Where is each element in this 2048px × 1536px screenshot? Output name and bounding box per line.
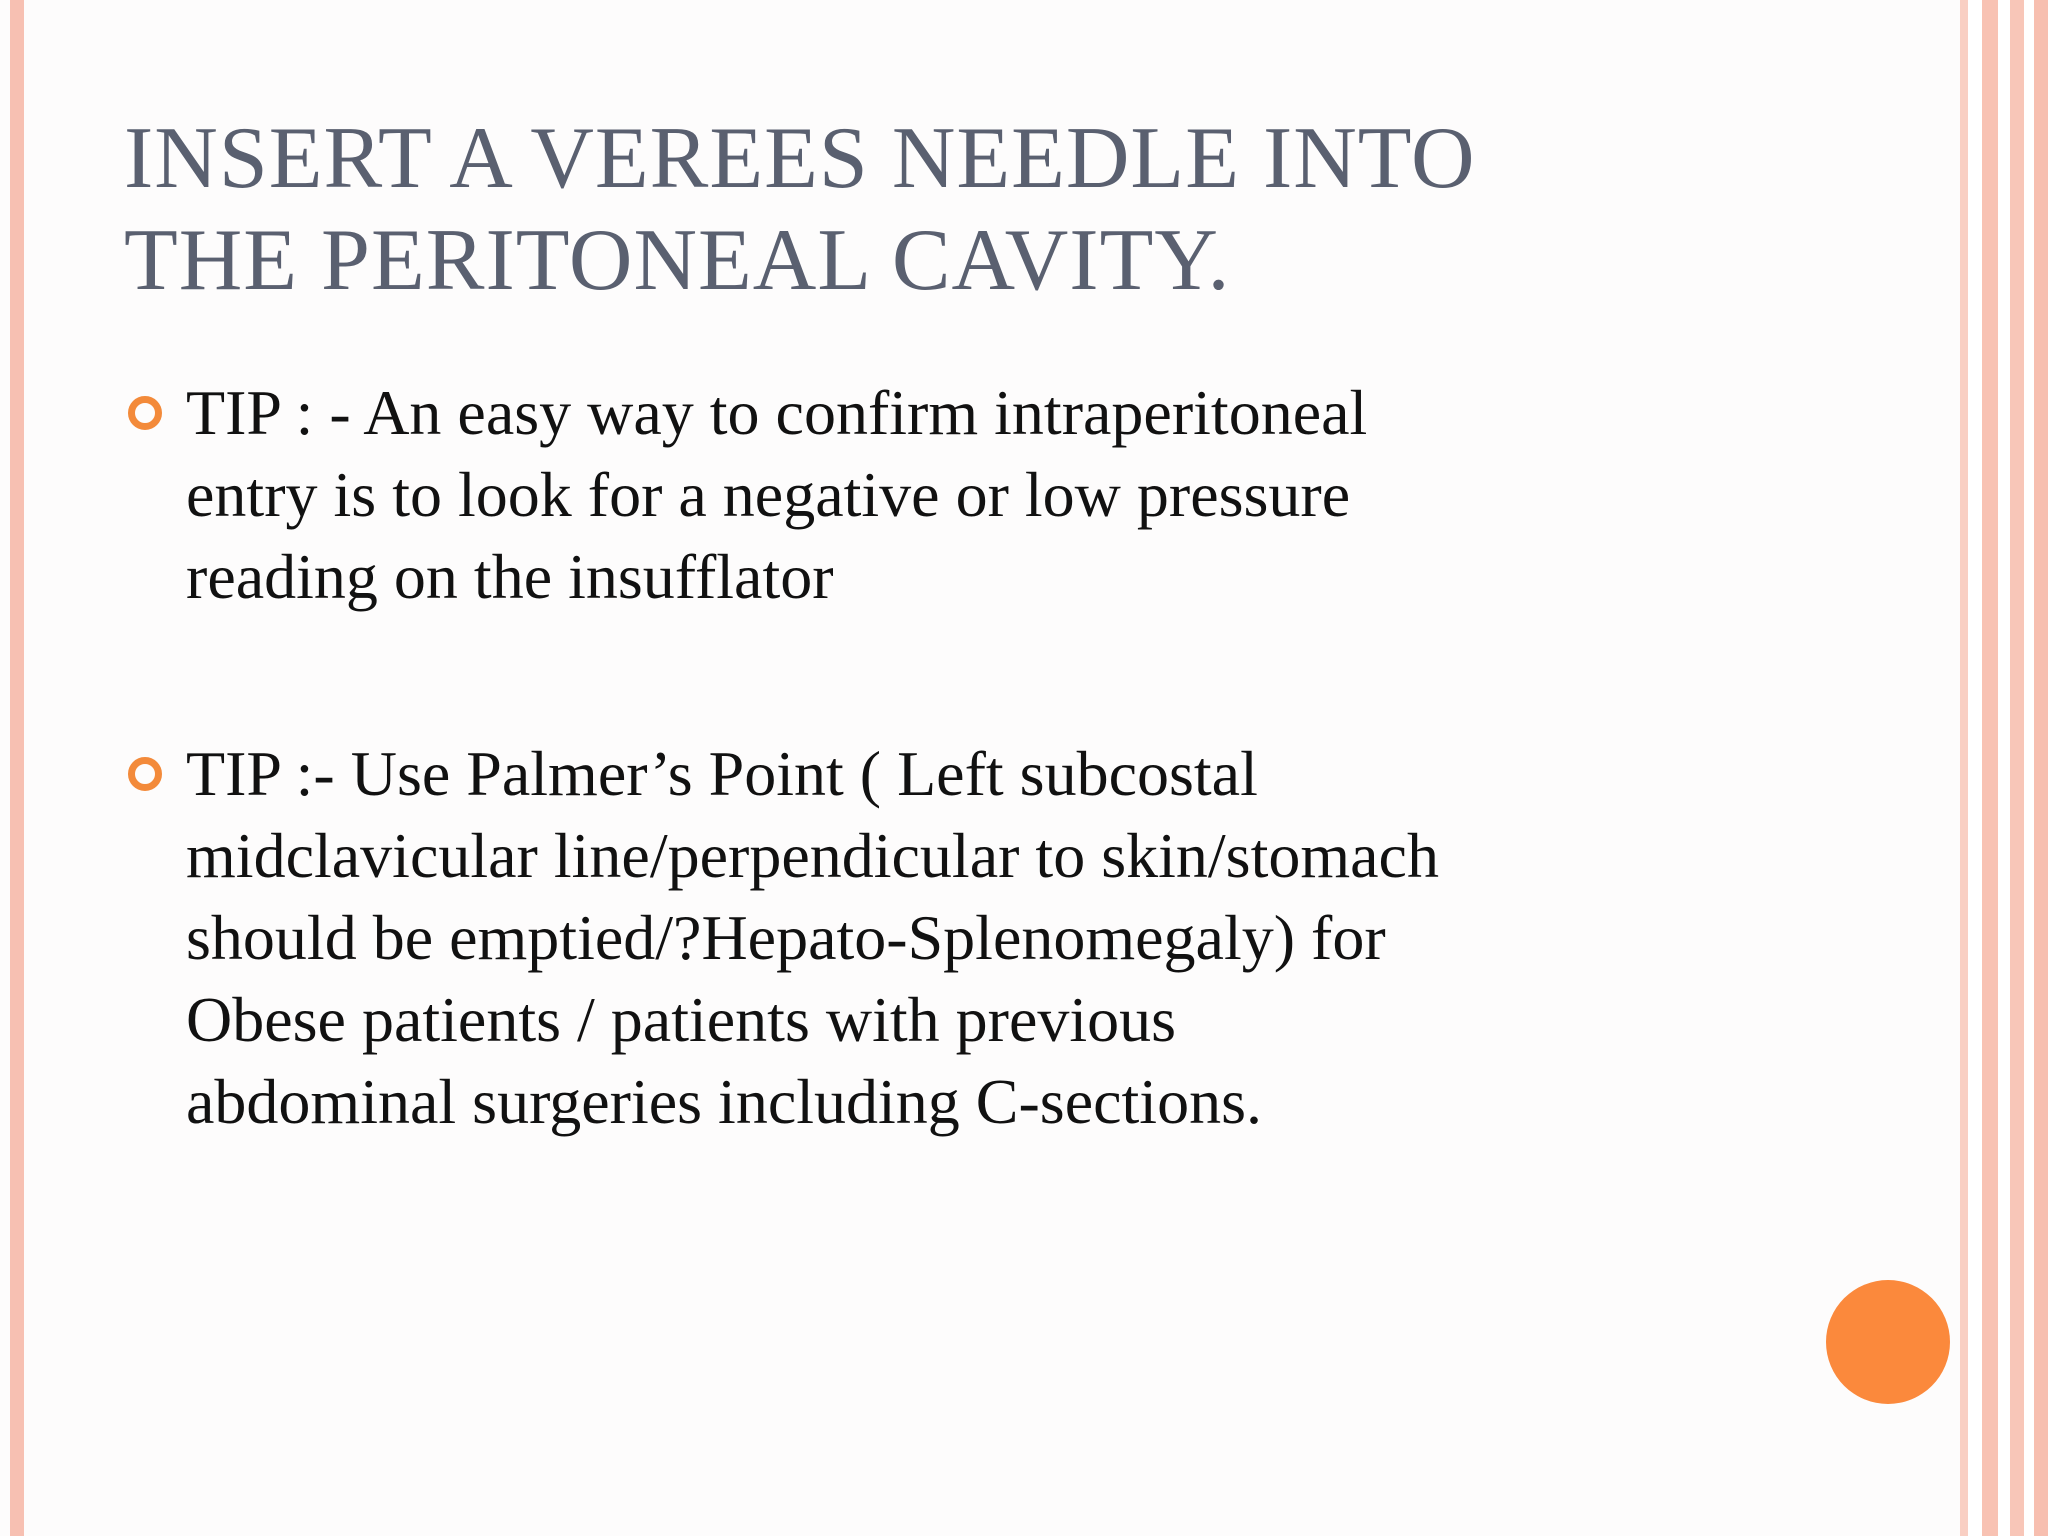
orange-circle-icon: [1826, 1280, 1950, 1404]
bullet-item: [124, 372, 1824, 618]
bullet-text: [186, 372, 1824, 618]
bullet-line: abdominal surgeries including C-sections.: [186, 1066, 1262, 1137]
hollow-circle-bullet-icon: [128, 396, 162, 430]
right-border-stripe: [1982, 0, 1998, 1536]
right-border-stripe: [1960, 0, 1968, 1536]
bullet-text: [186, 733, 1824, 1143]
slide-title-line: INSERT A VEREES NEEDLE INTO: [124, 110, 1476, 207]
right-border-stripe: [2034, 0, 2048, 1536]
bullet-line: entry is to look for a negative or low pressure: [186, 459, 1351, 530]
bullet-line: midclavicular line/perpendicular to skin/stomach: [186, 820, 1439, 891]
left-border-stripe: [10, 0, 24, 1536]
bullet-list: [124, 372, 1824, 1143]
bullet-line: TIP :- Use Palmer’s Point ( Left subcostal: [186, 738, 1258, 809]
bullet-line: should be emptied/?Hepato-Splenomegaly) for: [186, 902, 1386, 973]
right-border-stripe: [2010, 0, 2024, 1536]
bullet-line: Obese patients / patients with previous: [186, 984, 1177, 1055]
slide-title-line: THE PERITONEAL CAVITY.: [124, 212, 1231, 309]
hollow-circle-bullet-icon: [128, 757, 162, 791]
bullet-line: TIP : - An easy way to confirm intraperitoneal: [186, 377, 1368, 448]
bullet-item: [124, 733, 1824, 1143]
slide-title: [124, 108, 1824, 312]
bullet-line: reading on the insufflator: [186, 541, 834, 612]
